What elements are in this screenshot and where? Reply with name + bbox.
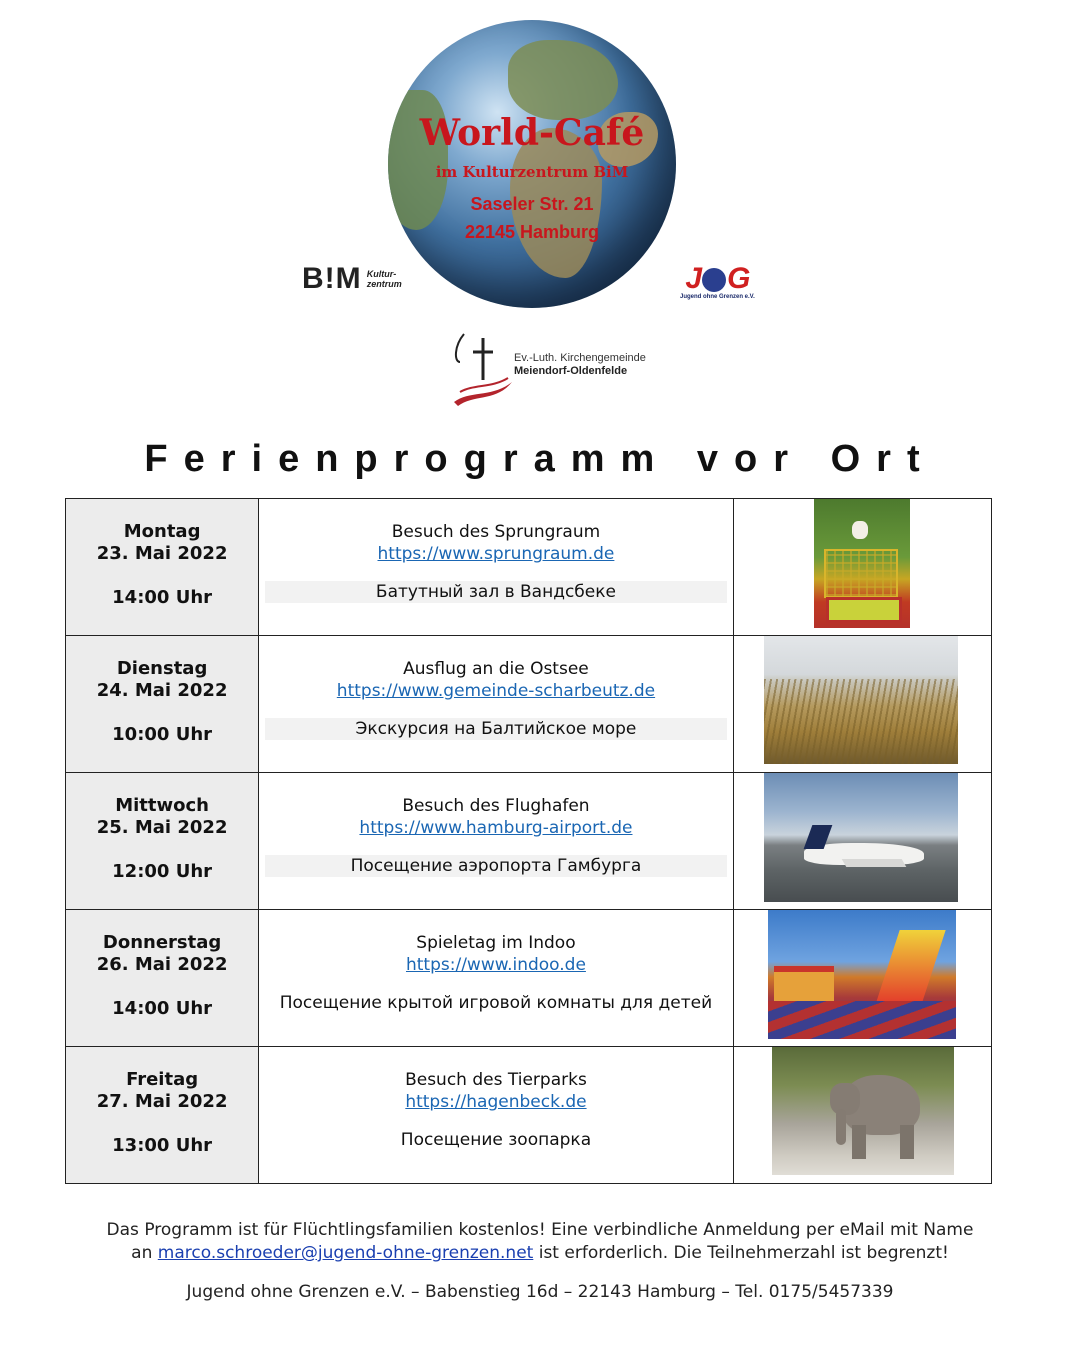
day-name: Donnerstag <box>102 932 222 953</box>
photo-detail <box>836 1109 846 1145</box>
church-name-line1: Ev.-Luth. Kirchengemeinde <box>514 352 646 364</box>
globe-landmass <box>508 40 618 120</box>
footer-contact: Jugend ohne Grenzen e.V. – Babenstieg 16d – 22143 Hamburg – Tel. 0175/5457339 <box>186 1282 894 1302</box>
globe-image <box>388 20 676 308</box>
photo-detail <box>768 1001 956 1039</box>
activity-title: Spieletag im Indoo <box>416 933 576 953</box>
footer-line2-pre: an <box>131 1243 158 1263</box>
day-date: 24. Mai 2022 <box>96 680 228 701</box>
photo-detail <box>764 679 958 764</box>
bim-logo-side <box>367 269 402 289</box>
activity-link[interactable]: https://www.indoo.de <box>405 955 586 975</box>
jog-logo-caption: Jugend ohne Grenzen e.V. <box>680 294 755 300</box>
day-time: 13:00 Uhr <box>112 1135 213 1156</box>
description-cell <box>259 910 734 1047</box>
activity-russian: Посещение аэропорта Гамбурга <box>265 855 727 877</box>
table-row <box>66 1047 992 1184</box>
activity-russian: Батутный зал в Вандсбеке <box>265 581 727 603</box>
photo-detail <box>826 597 902 623</box>
activity-title: Besuch des Tierparks <box>405 1070 587 1090</box>
description-cell <box>259 636 734 773</box>
church-logo-text <box>514 352 646 378</box>
header-logo-area <box>0 0 1080 420</box>
table-row <box>66 910 992 1047</box>
program-table <box>65 498 992 1184</box>
activity-russian: Посещение крытой игровой комнаты для детей <box>279 993 713 1013</box>
world-cafe-title: World-Café <box>419 112 645 154</box>
activity-title: Besuch des Sprungraum <box>391 522 601 542</box>
world-cafe-subtitle: im Kulturzentrum BiM <box>435 163 629 181</box>
airport-photo <box>764 773 958 902</box>
activity-russian: Экскурсия на Балтийское море <box>265 718 727 740</box>
day-cell <box>66 1047 259 1184</box>
day-date: 26. Mai 2022 <box>96 954 228 975</box>
photo-detail <box>841 859 906 867</box>
day-name: Mittwoch <box>115 795 209 816</box>
church-name-line2: Meiendorf-Oldenfelde <box>514 365 628 377</box>
image-cell <box>733 499 991 636</box>
day-cell <box>66 636 259 773</box>
image-cell <box>733 636 991 773</box>
photo-detail <box>852 1125 866 1159</box>
day-name: Freitag <box>126 1069 199 1090</box>
activity-title: Besuch des Flughafen <box>402 796 590 816</box>
image-cell <box>733 1047 991 1184</box>
activity-title: Ausflug an die Ostsee <box>403 659 589 679</box>
bim-logo-side-line1: Kultur- <box>366 269 397 279</box>
elephant-photo <box>772 1047 954 1175</box>
indoor-playground-photo <box>768 910 956 1039</box>
day-cell <box>66 910 259 1047</box>
jog-logo-letter-g: G <box>727 262 750 295</box>
day-time: 14:00 Uhr <box>112 587 213 608</box>
description-cell <box>259 1047 734 1184</box>
day-time: 10:00 Uhr <box>112 724 213 745</box>
jog-logo <box>680 262 755 300</box>
day-time: 14:00 Uhr <box>112 998 213 1019</box>
table-row <box>66 773 992 910</box>
photo-detail <box>824 549 898 598</box>
photo-detail <box>852 521 868 539</box>
day-date: 25. Mai 2022 <box>96 817 228 838</box>
bim-logo <box>302 262 402 296</box>
email-link[interactable]: marco.schroeder@jugend-ohne-grenzen.net <box>157 1243 534 1263</box>
description-cell <box>259 773 734 910</box>
activity-russian: Посещение зоопарка <box>400 1130 592 1150</box>
table-row <box>66 636 992 773</box>
day-cell <box>66 499 259 636</box>
globe-icon <box>702 268 726 292</box>
activity-link[interactable]: https://www.gemeinde-scharbeutz.de <box>336 681 656 701</box>
address-city: 22145 Hamburg <box>464 222 600 242</box>
table-row <box>66 499 992 636</box>
church-logo <box>452 332 652 412</box>
image-cell <box>733 773 991 910</box>
beach-photo <box>764 636 958 764</box>
day-name: Montag <box>123 521 201 542</box>
image-cell <box>733 910 991 1047</box>
photo-detail <box>876 930 945 1002</box>
day-date: 23. Mai 2022 <box>96 543 228 564</box>
address-street: Saseler Str. 21 <box>470 194 594 214</box>
day-cell <box>66 773 259 910</box>
footer-line2-post: ist erforderlich. Die Teilnehmerzahl ist begrenzt! <box>533 1243 949 1263</box>
photo-detail <box>900 1125 914 1159</box>
bim-logo-side-line2: zentrum <box>366 279 402 289</box>
day-name: Dienstag <box>116 658 208 679</box>
jog-logo-letter-j: J <box>685 262 702 295</box>
jog-logo-main <box>680 262 755 296</box>
footer-line2 <box>30 1242 1050 1265</box>
bim-logo-main: B!M <box>302 262 362 295</box>
activity-link[interactable]: https://hagenbeck.de <box>405 1092 587 1112</box>
day-time: 12:00 Uhr <box>112 861 213 882</box>
trampoline-photo <box>814 499 910 628</box>
page-title: Ferienprogramm vor Ort <box>144 438 936 480</box>
footer-line1: Das Programm ist für Flüchtlingsfamilien kostenlos! Eine verbindliche Anmeldung per eMail mit Name <box>106 1220 974 1240</box>
description-cell <box>259 499 734 636</box>
cross-icon <box>452 332 514 410</box>
activity-link[interactable]: https://www.hamburg-airport.de <box>359 818 633 838</box>
activity-link[interactable]: https://www.sprungraum.de <box>377 544 615 564</box>
day-date: 27. Mai 2022 <box>96 1091 228 1112</box>
footer-notice <box>30 1219 1050 1265</box>
